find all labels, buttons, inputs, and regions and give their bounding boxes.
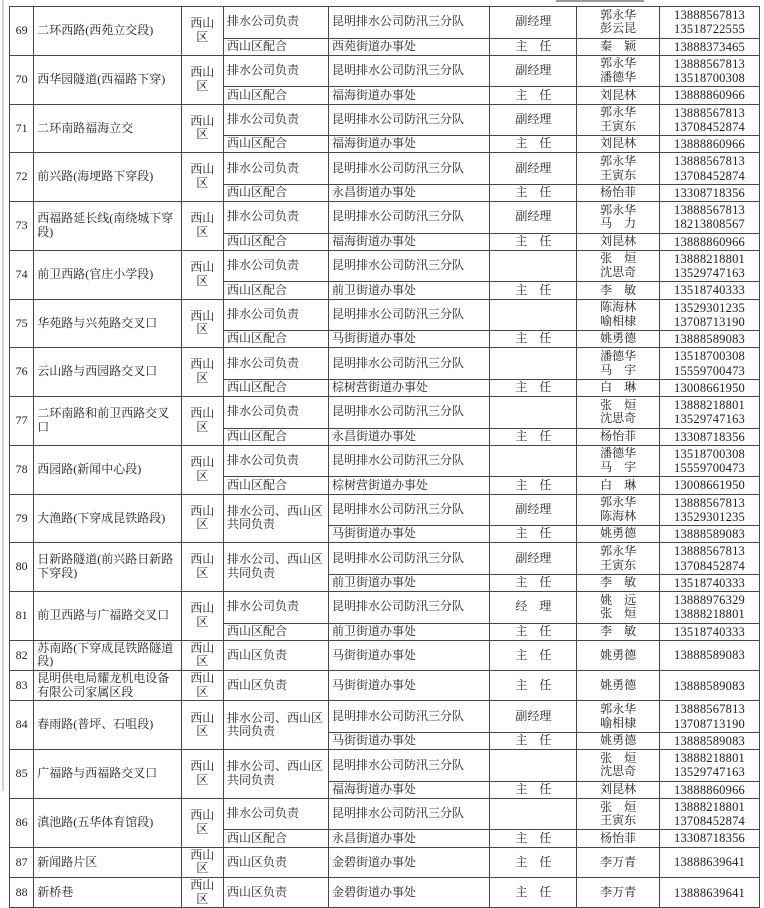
district-cell: 西山区 <box>181 592 223 641</box>
title-cell: 主 任 <box>490 428 577 445</box>
row-number-cell: 88 <box>10 878 34 908</box>
organization-cell: 昆明排水公司防汛三分队 <box>328 445 490 477</box>
phone-cell: 13888567813 13708452874 <box>660 543 760 575</box>
district-cell: 西山区 <box>181 494 223 543</box>
responsibility-cell: 西山区配合 <box>223 233 328 250</box>
names-cell: 郭永华 马 力 <box>577 202 660 234</box>
phone-cell: 13008661950 <box>660 477 760 494</box>
phone-cell: 13308718356 <box>660 830 760 847</box>
names-cell: 刘昆林 <box>577 233 660 250</box>
responsibility-cell: 西山区配合 <box>223 331 328 348</box>
names-cell: 张 烜 王寅东 <box>577 798 660 830</box>
organization-cell: 棕树营街道办事处 <box>328 379 490 396</box>
title-cell <box>490 299 577 331</box>
title-cell: 副经理 <box>490 55 577 87</box>
district-cell: 西山区 <box>181 671 223 701</box>
organization-cell: 昆明排水公司防汛三分队 <box>328 153 490 185</box>
title-cell: 副经理 <box>490 543 577 575</box>
title-cell: 主 任 <box>490 331 577 348</box>
title-cell: 主 任 <box>490 847 577 877</box>
responsibility-cell: 排水公司负责 <box>223 798 328 830</box>
location-cell: 二环南路福海立交 <box>34 104 181 153</box>
organization-cell: 马街街道办事处 <box>328 732 490 749</box>
flood-contact-table <box>9 6 760 908</box>
responsibility-cell: 排水公司负责 <box>223 397 328 429</box>
names-cell: 白 琳 <box>577 477 660 494</box>
title-cell: 经 理 <box>490 592 577 624</box>
district-cell: 西山区 <box>181 397 223 446</box>
names-cell: 秦 颖 <box>577 38 660 55</box>
names-cell: 刘昆林 <box>577 87 660 104</box>
row-number-cell: 86 <box>10 798 34 847</box>
responsibility-cell: 西山区配合 <box>223 379 328 396</box>
names-cell: 郭永华 潘德华 <box>577 55 660 87</box>
responsibility-cell: 西山区负责 <box>223 847 328 877</box>
location-cell: 前卫西路(官庄小学段) <box>34 250 181 299</box>
responsibility-cell: 西山区配合 <box>223 136 328 153</box>
location-cell: 大渔路(下穿成昆铁路段) <box>34 494 181 543</box>
scan-edge-artifact <box>2 0 4 791</box>
responsibility-cell: 排水公司负责 <box>223 592 328 624</box>
organization-cell: 昆明排水公司防汛三分队 <box>328 348 490 380</box>
title-cell: 主 任 <box>490 574 577 591</box>
row-number-cell: 77 <box>10 397 34 446</box>
phone-cell: 13888589083 <box>660 331 760 348</box>
names-cell: 姚勇德 <box>577 331 660 348</box>
phone-cell: 13888589083 <box>660 732 760 749</box>
title-cell: 主 任 <box>490 830 577 847</box>
phone-cell: 13518700308 15559700473 <box>660 348 760 380</box>
title-cell: 主 任 <box>490 878 577 908</box>
responsibility-cell: 排水公司负责 <box>223 7 328 39</box>
row-number-cell: 72 <box>10 153 34 202</box>
phone-cell: 13518700308 15559700473 <box>660 445 760 477</box>
title-cell: 主 任 <box>490 640 577 670</box>
responsibility-cell: 排水公司负责 <box>223 202 328 234</box>
row-number-cell: 75 <box>10 299 34 348</box>
row-number-cell: 76 <box>10 348 34 397</box>
location-cell: 二环南路和前卫西路交叉口 <box>34 397 181 446</box>
table-row <box>10 445 760 477</box>
district-cell: 西山区 <box>181 798 223 847</box>
title-cell: 副经理 <box>490 494 577 526</box>
names-cell: 陈海林 喻相棣 <box>577 299 660 331</box>
location-cell: 新桥巷 <box>34 878 181 908</box>
phone-cell: 13888589083 <box>660 640 760 670</box>
table-row <box>10 592 760 624</box>
names-cell: 李 敏 <box>577 623 660 640</box>
location-cell: 昆明供电局耀龙机电设备有限公司家属区段 <box>34 671 181 701</box>
organization-cell: 马街街道办事处 <box>328 671 490 701</box>
title-cell: 主 任 <box>490 526 577 543</box>
phone-cell: 13888218801 13529747163 <box>660 250 760 282</box>
table-row <box>10 543 760 575</box>
names-cell: 白 琳 <box>577 379 660 396</box>
row-number-cell: 78 <box>10 445 34 494</box>
responsibility-cell: 排水公司、西山区共同负责 <box>223 494 328 543</box>
title-cell: 主 任 <box>490 38 577 55</box>
names-cell: 李万青 <box>577 847 660 877</box>
title-cell: 主 任 <box>490 87 577 104</box>
organization-cell: 昆明排水公司防汛三分队 <box>328 397 490 429</box>
phone-cell: 13888373465 <box>660 38 760 55</box>
table-row <box>10 250 760 282</box>
names-cell: 张 烜 沈思奇 <box>577 397 660 429</box>
title-cell: 副经理 <box>490 701 577 733</box>
title-cell <box>490 348 577 380</box>
names-cell: 姚 远 张 烜 <box>577 592 660 624</box>
title-cell <box>490 750 577 782</box>
district-cell: 西山区 <box>181 55 223 104</box>
phone-cell: 13308718356 <box>660 428 760 445</box>
location-cell: 西福路延长线(南绕城下穿段) <box>34 202 181 251</box>
responsibility-cell: 排水公司、西山区共同负责 <box>223 543 328 592</box>
responsibility-cell: 西山区负责 <box>223 640 328 670</box>
table-row <box>10 847 760 877</box>
row-number-cell: 69 <box>10 7 34 56</box>
row-number-cell: 74 <box>10 250 34 299</box>
names-cell: 潘德华 马 宇 <box>577 348 660 380</box>
responsibility-cell: 排水公司、西山区共同负责 <box>223 750 328 799</box>
table-row <box>10 299 760 331</box>
organization-cell: 昆明排水公司防汛三分队 <box>328 299 490 331</box>
table-row <box>10 348 760 380</box>
names-cell: 姚勇德 <box>577 526 660 543</box>
phone-cell: 13888860966 <box>660 233 760 250</box>
location-cell: 二环西路(西苑立交段) <box>34 7 181 56</box>
title-cell: 主 任 <box>490 477 577 494</box>
responsibility-cell: 西山区负责 <box>223 671 328 701</box>
row-number-cell: 81 <box>10 592 34 641</box>
phone-cell: 13888218801 13708452874 <box>660 798 760 830</box>
title-cell <box>490 397 577 429</box>
title-cell <box>490 798 577 830</box>
table-row <box>10 397 760 429</box>
title-cell: 主 任 <box>490 379 577 396</box>
phone-cell: 13888567813 13708452874 <box>660 153 760 185</box>
names-cell: 姚勇德 <box>577 732 660 749</box>
table-row <box>10 153 760 185</box>
organization-cell: 金碧街道办事处 <box>328 878 490 908</box>
organization-cell: 昆明排水公司防汛三分队 <box>328 494 490 526</box>
row-number-cell: 85 <box>10 750 34 799</box>
organization-cell: 永昌街道办事处 <box>328 428 490 445</box>
district-cell: 西山区 <box>181 543 223 592</box>
organization-cell: 福海街道办事处 <box>328 87 490 104</box>
district-cell: 西山区 <box>181 878 223 908</box>
phone-cell: 13518740333 <box>660 574 760 591</box>
phone-cell: 13888589083 <box>660 671 760 701</box>
responsibility-cell: 排水公司负责 <box>223 348 328 380</box>
district-cell: 西山区 <box>181 299 223 348</box>
title-cell: 副经理 <box>490 202 577 234</box>
table-row <box>10 701 760 733</box>
district-cell: 西山区 <box>181 701 223 750</box>
table-row <box>10 7 760 39</box>
district-cell: 西山区 <box>181 847 223 877</box>
table-row <box>10 104 760 136</box>
phone-cell: 13888639641 <box>660 847 760 877</box>
phone-cell: 13888567813 13529301235 <box>660 494 760 526</box>
organization-cell: 西苑街道办事处 <box>328 38 490 55</box>
phone-cell: 13529301235 13708713190 <box>660 299 760 331</box>
location-cell: 云山路与西园路交叉口 <box>34 348 181 397</box>
phone-cell: 13888218801 13529747163 <box>660 397 760 429</box>
responsibility-cell: 排水公司负责 <box>223 250 328 282</box>
names-cell: 张 烜 沈思奇 <box>577 750 660 782</box>
district-cell: 西山区 <box>181 445 223 494</box>
district-cell: 西山区 <box>181 750 223 799</box>
table-row <box>10 494 760 526</box>
district-cell: 西山区 <box>181 104 223 153</box>
table-row <box>10 878 760 908</box>
district-cell: 西山区 <box>181 348 223 397</box>
responsibility-cell: 西山区配合 <box>223 623 328 640</box>
title-cell: 主 任 <box>490 282 577 299</box>
location-cell: 广福路与西福路交叉口 <box>34 750 181 799</box>
row-number-cell: 70 <box>10 55 34 104</box>
title-cell: 主 任 <box>490 623 577 640</box>
phone-cell: 13888218801 13529747163 <box>660 750 760 782</box>
row-number-cell: 84 <box>10 701 34 750</box>
row-number-cell: 73 <box>10 202 34 251</box>
names-cell: 杨怡菲 <box>577 428 660 445</box>
names-cell: 郭永华 彭云昆 <box>577 7 660 39</box>
names-cell: 李 敏 <box>577 282 660 299</box>
row-number-cell: 83 <box>10 671 34 701</box>
row-number-cell: 80 <box>10 543 34 592</box>
location-cell: 日新路隧道(前兴路日新路下穿段) <box>34 543 181 592</box>
responsibility-cell: 排水公司负责 <box>223 153 328 185</box>
table-row <box>10 55 760 87</box>
location-cell: 滇池路(五华体育馆段) <box>34 798 181 847</box>
names-cell: 张 烜 沈思奇 <box>577 250 660 282</box>
names-cell: 刘昆林 <box>577 136 660 153</box>
responsibility-cell: 西山区配合 <box>223 184 328 201</box>
names-cell: 姚勇德 <box>577 671 660 701</box>
organization-cell: 昆明排水公司防汛三分队 <box>328 750 490 782</box>
title-cell <box>490 250 577 282</box>
table-row <box>10 750 760 782</box>
phone-cell: 13888860966 <box>660 781 760 798</box>
responsibility-cell: 排水公司负责 <box>223 104 328 136</box>
organization-cell: 昆明排水公司防汛三分队 <box>328 701 490 733</box>
organization-cell: 昆明排水公司防汛三分队 <box>328 543 490 575</box>
organization-cell: 昆明排水公司防汛三分队 <box>328 250 490 282</box>
location-cell: 前卫西路与广福路交叉口 <box>34 592 181 641</box>
names-cell: 郭永华 喻相棣 <box>577 701 660 733</box>
organization-cell: 昆明排水公司防汛三分队 <box>328 798 490 830</box>
phone-cell: 13888567813 13518722555 <box>660 7 760 39</box>
organization-cell: 马街街道办事处 <box>328 526 490 543</box>
district-cell: 西山区 <box>181 7 223 56</box>
names-cell: 杨怡菲 <box>577 184 660 201</box>
table-row <box>10 671 760 701</box>
organization-cell: 福海街道办事处 <box>328 233 490 250</box>
title-cell: 主 任 <box>490 233 577 250</box>
title-cell: 主 任 <box>490 732 577 749</box>
names-cell: 郭永华 陈海林 <box>577 494 660 526</box>
responsibility-cell: 西山区配合 <box>223 282 328 299</box>
responsibility-cell: 西山区配合 <box>223 38 328 55</box>
title-cell: 副经理 <box>490 7 577 39</box>
phone-cell: 13308718356 <box>660 184 760 201</box>
organization-cell: 马街街道办事处 <box>328 640 490 670</box>
title-cell: 主 任 <box>490 184 577 201</box>
title-cell: 主 任 <box>490 781 577 798</box>
organization-cell: 前卫街道办事处 <box>328 623 490 640</box>
responsibility-cell: 排水公司负责 <box>223 55 328 87</box>
organization-cell: 昆明排水公司防汛三分队 <box>328 104 490 136</box>
organization-cell: 前卫街道办事处 <box>328 574 490 591</box>
phone-cell: 13888567813 13708452874 <box>660 104 760 136</box>
phone-cell: 13888976329 13888218801 <box>660 592 760 624</box>
names-cell: 刘昆林 <box>577 781 660 798</box>
organization-cell: 永昌街道办事处 <box>328 830 490 847</box>
organization-cell: 昆明排水公司防汛三分队 <box>328 202 490 234</box>
organization-cell: 金碧街道办事处 <box>328 847 490 877</box>
responsibility-cell: 西山区配合 <box>223 477 328 494</box>
location-cell: 西园路(新闻中心段) <box>34 445 181 494</box>
organization-cell: 福海街道办事处 <box>328 136 490 153</box>
responsibility-cell: 排水公司负责 <box>223 445 328 477</box>
row-number-cell: 71 <box>10 104 34 153</box>
row-number-cell: 79 <box>10 494 34 543</box>
names-cell: 姚勇德 <box>577 640 660 670</box>
names-cell: 郭永华 王寅东 <box>577 153 660 185</box>
names-cell: 李万青 <box>577 878 660 908</box>
location-cell: 华苑路与兴苑路交叉口 <box>34 299 181 348</box>
district-cell: 西山区 <box>181 250 223 299</box>
location-cell: 春雨路(普坪、石咀段) <box>34 701 181 750</box>
organization-cell: 昆明排水公司防汛三分队 <box>328 55 490 87</box>
phone-cell: 13518740333 <box>660 623 760 640</box>
organization-cell: 永昌街道办事处 <box>328 184 490 201</box>
flood-contact-table-body <box>10 7 760 908</box>
phone-cell: 13888567813 13518700308 <box>660 55 760 87</box>
phone-cell: 13888589083 <box>660 526 760 543</box>
responsibility-cell: 西山区配合 <box>223 428 328 445</box>
title-cell: 副经理 <box>490 153 577 185</box>
district-cell: 西山区 <box>181 640 223 670</box>
phone-cell: 13888567813 18213808567 <box>660 202 760 234</box>
table-row <box>10 798 760 830</box>
district-cell: 西山区 <box>181 153 223 202</box>
responsibility-cell: 排水公司负责 <box>223 299 328 331</box>
responsibility-cell: 西山区配合 <box>223 830 328 847</box>
names-cell: 李 敏 <box>577 574 660 591</box>
row-number-cell: 87 <box>10 847 34 877</box>
organization-cell: 棕树营街道办事处 <box>328 477 490 494</box>
title-cell: 主 任 <box>490 671 577 701</box>
phone-cell: 13888567813 13708713190 <box>660 701 760 733</box>
title-cell: 副经理 <box>490 104 577 136</box>
location-cell: 新闻路片区 <box>34 847 181 877</box>
organization-cell: 昆明排水公司防汛三分队 <box>328 7 490 39</box>
phone-cell: 13888860966 <box>660 136 760 153</box>
district-cell: 西山区 <box>181 202 223 251</box>
names-cell: 郭永华 王寅东 <box>577 104 660 136</box>
responsibility-cell: 西山区负责 <box>223 878 328 908</box>
names-cell: 潘德华 马 宇 <box>577 445 660 477</box>
organization-cell: 昆明排水公司防汛三分队 <box>328 592 490 624</box>
phone-cell: 13888860966 <box>660 87 760 104</box>
organization-cell: 福海街道办事处 <box>328 781 490 798</box>
row-number-cell: 82 <box>10 640 34 670</box>
names-cell: 杨怡菲 <box>577 830 660 847</box>
organization-cell: 马街街道办事处 <box>328 331 490 348</box>
phone-cell: 13518740333 <box>660 282 760 299</box>
title-cell: 主 任 <box>490 136 577 153</box>
table-row <box>10 202 760 234</box>
responsibility-cell: 排水公司、西山区共同负责 <box>223 701 328 750</box>
table-row <box>10 640 760 670</box>
title-cell <box>490 445 577 477</box>
responsibility-cell: 西山区配合 <box>223 87 328 104</box>
organization-cell: 前卫街道办事处 <box>328 282 490 299</box>
location-cell: 前兴路(海埂路下穿段) <box>34 153 181 202</box>
phone-cell: 13888639641 <box>660 878 760 908</box>
location-cell: 西华园隧道(西福路下穿) <box>34 55 181 104</box>
names-cell: 郭永华 王寅东 <box>577 543 660 575</box>
cropped-row-top-artifact <box>556 0 644 2</box>
location-cell: 苏南路(下穿成昆铁路隧道段) <box>34 640 181 670</box>
phone-cell: 13008661950 <box>660 379 760 396</box>
